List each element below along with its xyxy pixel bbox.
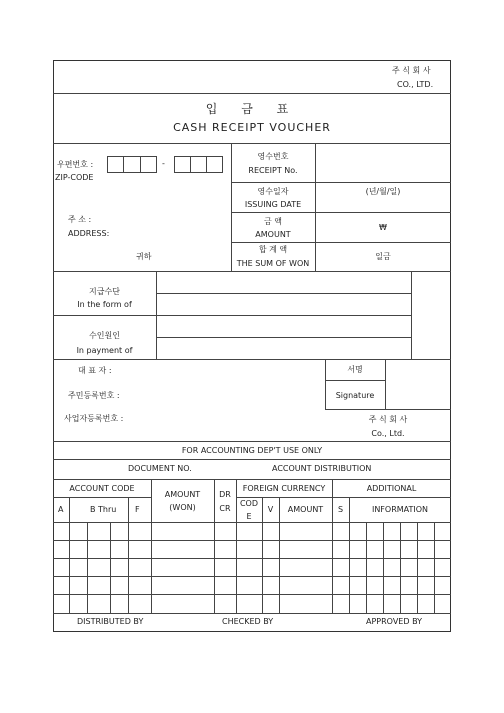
resident-no-label: 주민등록번호 : xyxy=(68,391,120,400)
table-row xyxy=(53,594,451,595)
checked-by-label: CHECKED BY xyxy=(222,617,274,626)
address-label: 주 소 : xyxy=(68,215,92,224)
divider xyxy=(53,359,451,360)
approved-by-label: APPROVED BY xyxy=(366,617,423,626)
account-code-label: ACCOUNT CODE xyxy=(69,484,135,493)
table-row xyxy=(53,576,451,577)
a-label: A xyxy=(58,505,64,514)
cr-label: CR xyxy=(219,504,231,513)
sum-label-en: THE SUM OF WON xyxy=(236,259,310,268)
payment-form-label-en: In the form of xyxy=(77,300,132,309)
zip-dash: - xyxy=(162,159,165,168)
divider xyxy=(53,93,451,94)
additional-label: ADDITIONAL xyxy=(366,484,417,493)
issuing-date-format: (년/월/일) xyxy=(365,187,401,196)
company-en: CO., LTD. xyxy=(397,80,434,89)
amount-won-label: AMOUNT xyxy=(164,490,201,499)
issuing-date-label-en: ISSUING DATE xyxy=(244,200,302,209)
zip-input-right[interactable] xyxy=(174,156,223,173)
signature-label: 서명 xyxy=(347,365,363,374)
code-label-e: E xyxy=(246,512,252,521)
b-thru-label: B Thru xyxy=(90,505,117,514)
zip-label: 우편번호 : xyxy=(57,160,94,169)
zip-input-left[interactable] xyxy=(107,156,157,173)
accounting-header: FOR ACCOUNTING DEP'T USE ONLY xyxy=(181,446,323,455)
s-label: S xyxy=(337,505,344,514)
amount-label-en: AMOUNT xyxy=(255,230,291,239)
won-label: (WON) xyxy=(169,503,196,512)
receipt-no-label: 영수번호 xyxy=(257,152,289,161)
signature-label-en: Signature xyxy=(335,391,375,400)
document-no-label: DOCUMENT NO. xyxy=(128,464,192,473)
issuing-date-label: 영수일자 xyxy=(257,187,289,196)
sum-value: 일금 xyxy=(375,252,391,261)
title-en: CASH RECEIPT VOUCHER xyxy=(173,121,331,134)
table-row xyxy=(53,540,451,541)
business-no-label: 사업자등록번호 : xyxy=(64,414,124,423)
divider xyxy=(53,143,451,144)
address-label-en: ADDRESS: xyxy=(68,229,110,238)
f-label: F xyxy=(135,505,140,514)
information-label: INFORMATION xyxy=(371,505,429,514)
zip-label-en: ZIP-CODE xyxy=(55,173,94,182)
fc-amount-label: AMOUNT xyxy=(287,505,324,514)
title-ko: 입 금 표 xyxy=(205,102,299,116)
amount-label: 금 액 xyxy=(264,217,282,226)
foreign-currency-label: FOREIGN CURRENCY xyxy=(242,484,326,493)
divider xyxy=(53,271,451,272)
payment-of-label-en: In payment of xyxy=(76,346,133,355)
payment-form-label: 지급수단 xyxy=(89,287,120,296)
divider xyxy=(53,441,451,442)
company-footer-ko: 주 식 회 사 xyxy=(368,415,408,424)
receipt-no-label-en: RECEIPT No. xyxy=(248,166,298,175)
company-ko: 주 식 회 사 xyxy=(392,66,431,75)
representative-label: 대 표 자 : xyxy=(78,366,112,375)
recipient-suffix: 귀하 xyxy=(136,252,152,261)
v-label: V xyxy=(267,505,274,514)
account-distribution-label: ACCOUNT DISTRIBUTION xyxy=(272,464,372,473)
company-footer-en: Co., Ltd. xyxy=(371,429,405,438)
code-label: COD xyxy=(239,499,259,508)
dr-label: DR xyxy=(219,490,231,499)
table-row xyxy=(53,558,451,559)
payment-of-label: 수인원인 xyxy=(89,331,120,340)
distributed-by-label: DISTRIBUTED BY xyxy=(77,617,144,626)
sum-label: 합 계 액 xyxy=(258,245,288,254)
won-sign: ₩ xyxy=(379,223,387,232)
